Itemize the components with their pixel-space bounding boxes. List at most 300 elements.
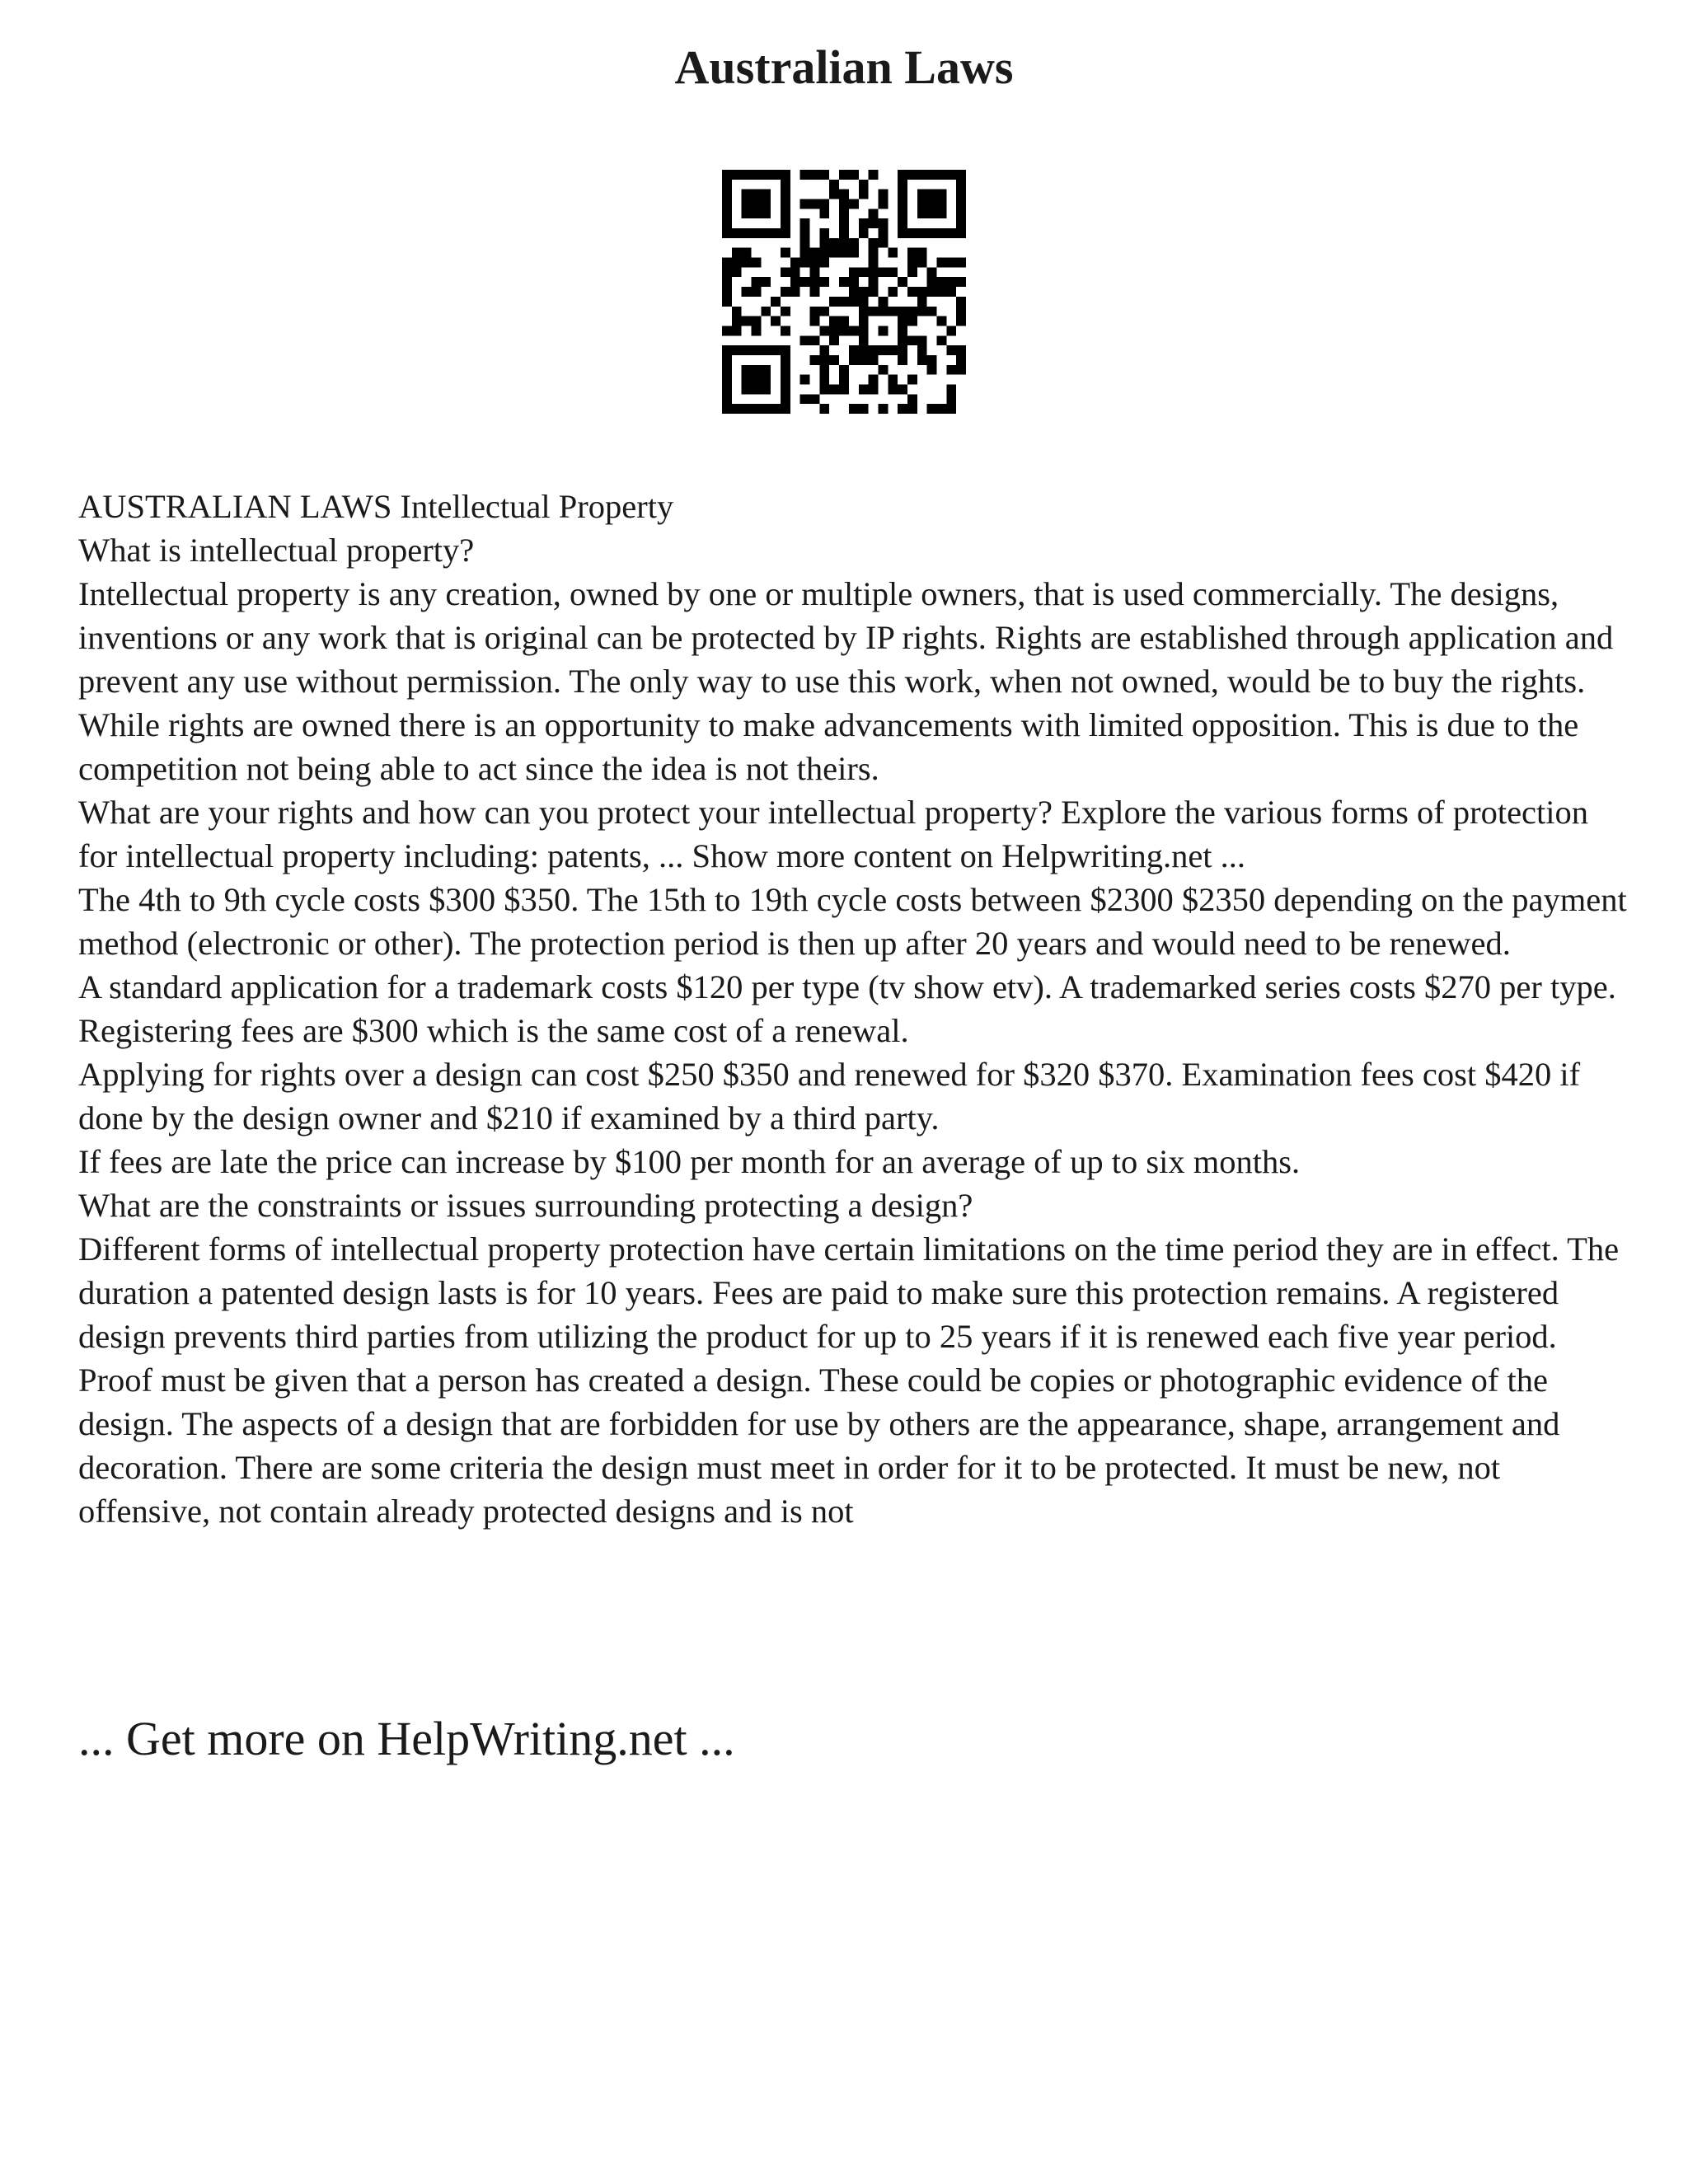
qr-module (761, 228, 771, 238)
qr-module (917, 248, 927, 258)
qr-module (829, 384, 839, 394)
qr-module (819, 209, 829, 218)
qr-module (781, 190, 790, 199)
qr-module (946, 384, 956, 394)
qr-module (936, 287, 946, 297)
intro-heading: AUSTRALIAN LAWS Intellectual Property (78, 488, 674, 525)
qr-module (761, 199, 771, 209)
qr-module (742, 199, 752, 209)
qr-module (771, 170, 781, 180)
qr-module (781, 355, 790, 365)
qr-module (917, 199, 927, 209)
body-paragraph: Intellectual property is any creation, owned by one or multiple owners, that is used commercially. The designs, inventions or any work that is original can be protected by IP rights. Rights are established through application and prevent any use without permission. The only way to use this work, when not owned, would be to buy the rights. While rights are owned there is an opportunity to make advancements with limited opposition. This is due to the competition not being able to act since the idea is not theirs. (78, 575, 1614, 787)
qr-module (869, 287, 879, 297)
qr-module (927, 355, 937, 365)
qr-module (839, 218, 849, 228)
qr-module (927, 287, 937, 297)
qr-module (849, 297, 859, 307)
qr-module (936, 209, 946, 218)
qr-module (742, 190, 752, 199)
qr-module (859, 218, 869, 228)
qr-module (752, 365, 762, 375)
qr-module (859, 326, 869, 335)
qr-module (849, 170, 859, 180)
qr-module (907, 404, 917, 414)
qr-module (956, 199, 966, 209)
qr-module (936, 190, 946, 199)
qr-module (869, 238, 879, 248)
qr-module (898, 170, 907, 180)
qr-module (878, 365, 888, 375)
qr-module (810, 170, 820, 180)
qr-module (888, 375, 898, 385)
qr-module (722, 404, 732, 414)
qr-module (936, 228, 946, 238)
qr-module (742, 287, 752, 297)
qr-module (781, 248, 790, 258)
qr-module (839, 199, 849, 209)
qr-module (800, 277, 810, 287)
qr-module (722, 267, 732, 277)
qr-module (927, 267, 937, 277)
qr-module (752, 384, 762, 394)
qr-module (936, 316, 946, 326)
body-paragraph: The 4th to 9th cycle costs $300 $350. The 15th to 19th cycle costs between $2300 $2350 depending on the payment method (electronic or other). The protection period is then up after 20 years and would need to be renewed. (78, 881, 1627, 962)
qr-module (722, 277, 732, 287)
qr-module (829, 180, 839, 190)
qr-module (849, 287, 859, 297)
qr-module (936, 170, 946, 180)
qr-module (869, 375, 879, 385)
qr-module (732, 404, 742, 414)
document-title: Australian Laws (674, 40, 1014, 94)
qr-module (742, 170, 752, 180)
qr-module (878, 267, 888, 277)
qr-module (829, 190, 839, 199)
qr-module (829, 248, 839, 258)
qr-module (742, 345, 752, 355)
qr-module (800, 248, 810, 258)
qr-code-icon (722, 170, 966, 414)
qr-module (722, 394, 732, 404)
qr-module (722, 297, 732, 307)
qr-module (781, 199, 790, 209)
qr-module (907, 248, 917, 258)
qr-module (742, 375, 752, 385)
qr-module (927, 228, 937, 238)
body-paragraph: If fees are late the price can increase by $100 per month for an average of up to six months. (78, 1143, 1301, 1180)
qr-module (752, 277, 762, 287)
qr-module (888, 248, 898, 258)
qr-module (956, 316, 966, 326)
qr-module (761, 375, 771, 385)
qr-module (732, 170, 742, 180)
qr-module (878, 238, 888, 248)
qr-module (878, 218, 888, 228)
qr-module (907, 258, 917, 268)
qr-module (781, 384, 790, 394)
qr-module (722, 180, 732, 190)
qr-module (898, 218, 907, 228)
qr-module (898, 180, 907, 190)
qr-module (790, 267, 800, 277)
qr-module (907, 267, 917, 277)
qr-module (761, 170, 771, 180)
qr-module (869, 384, 879, 394)
qr-module (888, 345, 898, 355)
qr-module (849, 238, 859, 248)
qr-module (781, 345, 790, 355)
qr-module (917, 228, 927, 238)
qr-module (752, 287, 762, 297)
qr-module (878, 228, 888, 238)
qr-module (859, 355, 869, 365)
qr-module (810, 199, 820, 209)
qr-module (800, 258, 810, 268)
qr-module (819, 384, 829, 394)
qr-module (722, 355, 732, 365)
qr-module (907, 287, 917, 297)
qr-module (956, 218, 966, 228)
qr-module (956, 180, 966, 190)
qr-module (732, 316, 742, 326)
qr-module (781, 267, 790, 277)
qr-module (898, 209, 907, 218)
qr-module (917, 209, 927, 218)
qr-module (742, 384, 752, 394)
qr-module (917, 307, 927, 316)
qr-module (742, 258, 752, 268)
qr-module (956, 307, 966, 316)
qr-module (869, 267, 879, 277)
qr-module (898, 326, 907, 335)
qr-module (752, 199, 762, 209)
qr-module (732, 307, 742, 316)
qr-module (732, 228, 742, 238)
qr-module (819, 238, 829, 248)
qr-module (752, 190, 762, 199)
qr-module (761, 190, 771, 199)
qr-module (752, 258, 762, 268)
qr-module (898, 404, 907, 414)
qr-module (722, 345, 732, 355)
qr-module (946, 404, 956, 414)
qr-module (907, 375, 917, 385)
qr-module (859, 404, 869, 414)
qr-module (888, 267, 898, 277)
qr-module (771, 297, 781, 307)
qr-module (869, 209, 879, 218)
qr-module (849, 326, 859, 335)
qr-module (790, 287, 800, 297)
body-paragraph: Applying for rights over a design can cost $250 $350 and renewed for $320 $370. Examination fees cost $420 if done by the design owner and $210 if examined by a third party. (78, 1056, 1581, 1137)
qr-module (771, 404, 781, 414)
qr-module (839, 277, 849, 287)
body-paragraph: What are your rights and how can you protect your intellectual property? Explore the various forms of protection for intellectual property including: patents, ... Show more content on Helpwriting.net ... (78, 794, 1589, 874)
qr-module (936, 277, 946, 287)
qr-module (907, 335, 917, 345)
qr-module (898, 384, 907, 394)
qr-module (771, 316, 781, 326)
qr-module (742, 404, 752, 414)
qr-module (878, 404, 888, 414)
qr-module (722, 218, 732, 228)
qr-module (819, 345, 829, 355)
qr-module (829, 326, 839, 335)
qr-module (878, 307, 888, 316)
qr-module (946, 287, 956, 297)
qr-module (810, 394, 820, 404)
qr-module (859, 190, 869, 199)
qr-module (859, 384, 869, 394)
qr-module (907, 170, 917, 180)
qr-module (946, 258, 956, 268)
qr-module (722, 326, 732, 335)
qr-module (800, 170, 810, 180)
qr-module (810, 307, 820, 316)
qr-module (946, 228, 956, 238)
qr-module (722, 209, 732, 218)
qr-module (907, 316, 917, 326)
qr-module (761, 365, 771, 375)
qr-module (819, 199, 829, 209)
qr-module (810, 258, 820, 268)
qr-module (917, 287, 927, 297)
qr-module (869, 248, 879, 258)
qr-module (888, 287, 898, 297)
qr-module (761, 404, 771, 414)
qr-module (810, 355, 820, 365)
qr-module (898, 355, 907, 365)
qr-module (810, 316, 820, 326)
qr-module (946, 365, 956, 375)
qr-module (956, 345, 966, 355)
qr-module (936, 404, 946, 414)
qr-module (898, 228, 907, 238)
qr-module (956, 297, 966, 307)
qr-module (869, 355, 879, 365)
qr-module (898, 190, 907, 199)
qr-module (761, 345, 771, 355)
qr-module (936, 258, 946, 268)
qr-module (898, 316, 907, 326)
qr-module (810, 248, 820, 258)
qr-module (907, 228, 917, 238)
qr-module (839, 297, 849, 307)
qr-module (790, 258, 800, 268)
qr-module (752, 316, 762, 326)
qr-module (839, 228, 849, 238)
qr-module (781, 180, 790, 190)
qr-module (956, 277, 966, 287)
qr-module (810, 277, 820, 287)
qr-module (956, 258, 966, 268)
qr-module (859, 287, 869, 297)
qr-module (722, 375, 732, 385)
question-heading: What is intellectual property? (78, 532, 475, 569)
qr-module (722, 258, 732, 268)
qr-module (752, 404, 762, 414)
qr-module (781, 170, 790, 180)
qr-module (859, 316, 869, 326)
qr-module (869, 218, 879, 228)
qr-module (869, 345, 879, 355)
qr-module (917, 190, 927, 199)
qr-module (839, 170, 849, 180)
qr-module (742, 248, 752, 258)
qr-module (752, 170, 762, 180)
qr-module (917, 297, 927, 307)
qr-module (819, 307, 829, 316)
qr-module (781, 404, 790, 414)
get-more-link[interactable]: ... Get more on HelpWriting.net ... (78, 1712, 735, 1765)
qr-module (956, 190, 966, 199)
qr-module (819, 355, 829, 365)
qr-module (732, 326, 742, 335)
qr-module (800, 394, 810, 404)
qr-module (742, 209, 752, 218)
qr-module (869, 307, 879, 316)
qr-module (839, 365, 849, 375)
qr-module (761, 209, 771, 218)
qr-module (898, 335, 907, 345)
qr-module (839, 384, 849, 394)
qr-module (819, 228, 829, 238)
qr-module (761, 384, 771, 394)
qr-module (898, 277, 907, 287)
qr-module (849, 345, 859, 355)
qr-module (849, 404, 859, 414)
qr-module (859, 345, 869, 355)
qr-module (946, 394, 956, 404)
qr-module (829, 238, 839, 248)
qr-module (898, 199, 907, 209)
qr-module (878, 190, 888, 199)
qr-module (752, 326, 762, 335)
qr-module (859, 228, 869, 238)
qr-module (859, 335, 869, 345)
qr-module (956, 355, 966, 365)
qr-module (800, 228, 810, 238)
qr-module (781, 209, 790, 218)
qr-module (819, 375, 829, 385)
qr-module (800, 218, 810, 228)
qr-module (878, 297, 888, 307)
qr-module (781, 326, 790, 335)
qr-module (917, 355, 927, 365)
qr-module (956, 228, 966, 238)
qr-module (722, 384, 732, 394)
qr-module (819, 404, 829, 414)
qr-module (781, 365, 790, 375)
qr-module (732, 267, 742, 277)
qr-module (752, 375, 762, 385)
qr-module (946, 277, 956, 287)
qr-module (800, 335, 810, 345)
qr-module (849, 267, 859, 277)
qr-module (752, 209, 762, 218)
qr-module (790, 277, 800, 287)
qr-module (898, 345, 907, 355)
qr-module (956, 170, 966, 180)
qr-module (946, 170, 956, 180)
qr-module (722, 170, 732, 180)
qr-module (859, 267, 869, 277)
qr-module (849, 199, 859, 209)
qr-module (917, 345, 927, 355)
body-paragraph: A standard application for a trademark costs $120 per type (tv show etv). A trademarked series costs $270 per type. Registering fees are $300 which is the same cost of a renewal. (78, 968, 1616, 1049)
qr-module (946, 345, 956, 355)
qr-module (742, 228, 752, 238)
qr-module (752, 228, 762, 238)
document-body (78, 485, 1628, 1533)
qr-module (927, 365, 937, 375)
qr-module (839, 190, 849, 199)
qr-module (869, 277, 879, 287)
qr-module (917, 170, 927, 180)
qr-module (927, 199, 937, 209)
qr-module (800, 238, 810, 248)
qr-module (927, 277, 937, 287)
qr-module (927, 170, 937, 180)
qr-module (800, 199, 810, 209)
qr-module (888, 384, 898, 394)
qr-module (917, 335, 927, 345)
qr-module (800, 375, 810, 385)
qr-module (761, 277, 771, 287)
qr-module (810, 287, 820, 297)
qr-module (956, 365, 966, 375)
qr-module (839, 248, 849, 258)
qr-module (732, 248, 742, 258)
qr-module (722, 365, 732, 375)
qr-module (859, 297, 869, 307)
qr-module (781, 228, 790, 238)
qr-module (732, 345, 742, 355)
qr-module (819, 326, 829, 335)
qr-module (878, 199, 888, 209)
qr-module (722, 199, 732, 209)
qr-module (742, 365, 752, 375)
qr-module (781, 287, 790, 297)
qr-module (722, 190, 732, 199)
qr-module (829, 355, 839, 365)
qr-module (829, 316, 839, 326)
qr-module (907, 394, 917, 404)
qr-module (927, 190, 937, 199)
qr-module (936, 199, 946, 209)
qr-module (888, 307, 898, 316)
qr-module (927, 209, 937, 218)
qr-module (771, 228, 781, 238)
qr-module (869, 258, 879, 268)
qr-module (946, 326, 956, 335)
qr-module (839, 209, 849, 218)
qr-module (917, 258, 927, 268)
qr-module (927, 404, 937, 414)
qr-module (722, 287, 732, 297)
body-paragraph: Different forms of intellectual property protection have certain limitations on the time period they are in effect. The duration a patented design lasts is for 10 years. Fees are paid to make sure this protection remains. A registered design prevents third parties from utilizing the product for up to 25 years if it is renewed each five year period. Proof must be given that a person has created a design. These could be copies or photographic evidence of the design. The aspects of a design that are forbidden for use by others are the appearance, shape, arrangement and decoration. There are some criteria the design must meet in order for it to be protected. It must be new, not offensive, not contain already protected designs and is not (78, 1230, 1620, 1530)
qr-module (859, 307, 869, 316)
qr-module (907, 307, 917, 316)
qr-module (878, 345, 888, 355)
qr-module (819, 365, 829, 375)
qr-module (761, 307, 771, 316)
qr-module (898, 307, 907, 316)
qr-module (819, 170, 829, 180)
qr-module (781, 394, 790, 404)
qr-module (781, 307, 790, 316)
